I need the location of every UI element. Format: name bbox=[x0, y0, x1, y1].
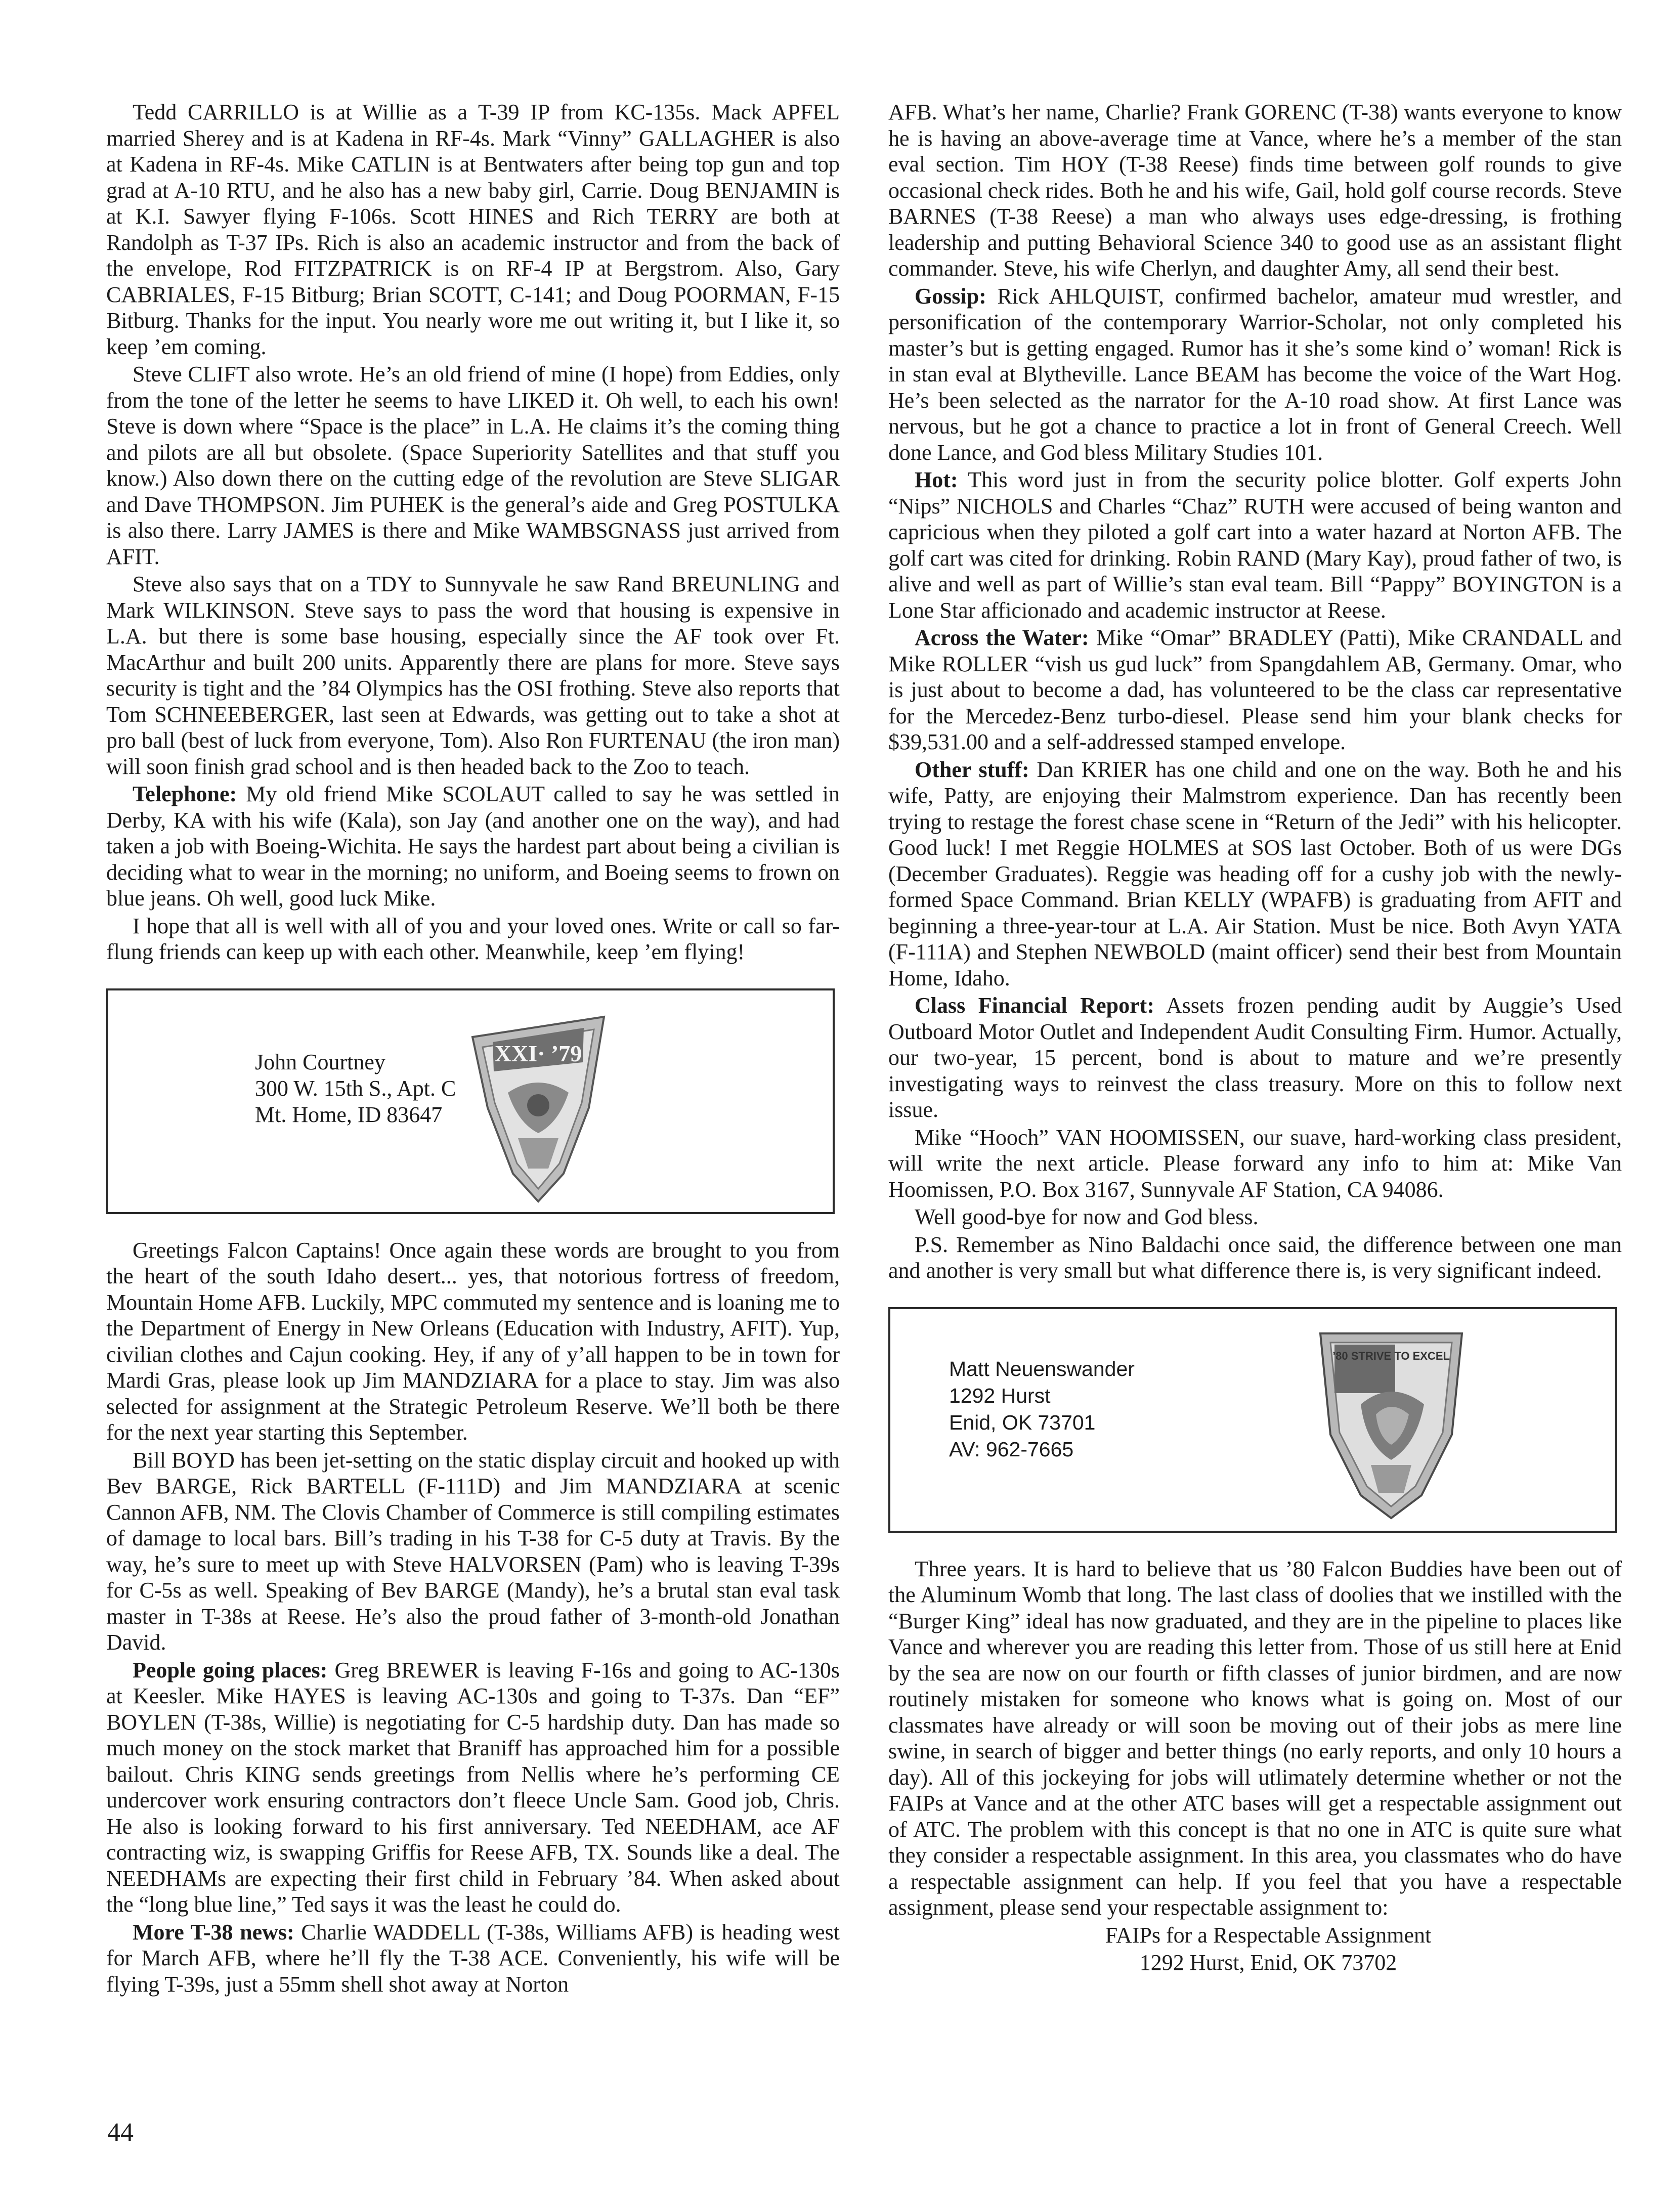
paragraph-text: Greg BREWER is leaving F-16s and going to AC-130s at Keesler. Mike HAYES is leaving AC-130s and going to T-37s. Dan “EF” BOYLEN (T-38s, Willie) is negotiating for C-5 hardship duty. Dan has made so much money on the stock market that Braniff has approached him for a possible bailout. Chris KING sends greetings from Nellis where he’s performing CE undercover work ensuring contractors don’t fleece Uncle Sam. Good job, Chris. He also is looking forward to his first anniversary. Ted NEEDHAM, ace AF contracting wiz, is swapping Griffis for Reese AFB, TX. Sounds like a deal. The NEEDHAMs are expecting their first child in February ’84. When asked about the “long blue line,” Ted says it was the least he could do. bbox=[106, 1657, 840, 1917]
left-column bbox=[106, 99, 840, 1999]
paragraph bbox=[106, 1919, 840, 1998]
paragraph: Three years. It is hard to believe that us ’80 Falcon Buddies have been out of the Aluminum Womb that long. The last class of doolies that we instilled with the “Burger King” ideal has now graduated, and they are in the pipeline to places like Vance and wherever you are reading this letter from. Those of us still here at Enid by the sea are now on our fourth or fifth classes of junior birdmen, and are now routinely mistaken for someone who knows what is going on. Most of our classmates have already or will soon be moving out of their jobs as mere line swine, in search of bigger and better things (no early reports, and only 10 hours a day). All of this jockeying for jobs will utlimately determine whether or not the FAIPs at Vance and at the other ATC bases will get a respectable assignment out of ATC. The problem with this concept is that no one in ATC is quite sure what they consider a respectable assignment. In this area, you classmates who do have a respectable assignment can help. If you feel that you have a respectable assignment, please send your respectable assignment to: bbox=[888, 1556, 1622, 1920]
street-address: 1292 Hurst bbox=[949, 1384, 1051, 1407]
closing-line: 1292 Hurst, Enid, OK 73702 bbox=[1139, 1950, 1397, 1975]
address-text bbox=[255, 1049, 456, 1128]
paragraph-text: Rick AHLQUIST, confirmed bachelor, amateur mud wrestler, and personification of the contemporary Warrior-Scholar, not only completed his master’s but is getting engaged. Rumor has it she’s some kind o’ woman! Rick is in stan eval at Blytheville. Lance BEAM has become the voice of the Wart Hog. He’s been selected as the narrator for the A-10 road show. At first Lance was nervous, but he got a chance to practice a lot in front of General Creech. Well done Lance, and God bless Military Studies 101. bbox=[888, 283, 1622, 465]
paragraph: Well good-bye for now and God bless. bbox=[915, 1204, 1259, 1229]
paragraph: Mike “Hooch” VAN HOOMISSEN, our suave, hard-working class president, will write the next article. Please forward any info to him at: Mike Van Hoomissen, P.O. Box 3167, Sunnyvale AF Station, CA 94086. bbox=[888, 1125, 1622, 1202]
paragraph bbox=[106, 1657, 840, 1918]
paragraph: Steve CLIFT also wrote. He’s an old friend of mine (I hope) from Eddies, only from the tone of the letter he seems to have LIKED it. Oh well, to each his own! Steve is down where “Space is the place” in L.A. He claims it’s the coming thing and pilots are all but obsolete. (Space Superiority Satellites and that stuff you know.) Also down there on the cutting edge of the revolution are Steve SLIGAR and Dave THOMPSON. Jim PUHEK is the general’s aide and Greg POSTULKA is also there. Larry JAMES is there and Mike WAMBSGNASS just arrived from AFIT. bbox=[106, 362, 840, 569]
page-number: 44 bbox=[107, 2118, 134, 2147]
paragraph bbox=[888, 467, 1622, 623]
address-box-neuenswander bbox=[888, 1307, 1617, 1533]
paragraph bbox=[888, 992, 1622, 1123]
right-column bbox=[888, 99, 1622, 1977]
address-text bbox=[949, 1356, 1135, 1463]
paragraph-text: This word just in from the security police blotter. Golf experts John “Nips” NICHOLS and Charles “Chaz” RUTH were accused of being wanton and capricious when they piloted a golf cart into a water hazard at Norton AFB. The golf cart was cited for drinking. Robin RAND (Mary Kay), proud father of two, is alive and well as part of Willie’s stan eval team. Bill “Pappy” BOYINGTON is a Lone Star afficionado and academic instructor at Reese. bbox=[888, 467, 1622, 623]
class-of-79-crest-icon bbox=[462, 1007, 614, 1204]
run-in-heading: People going places: bbox=[133, 1657, 328, 1682]
paragraph: Steve also says that on a TDY to Sunnyvale he saw Rand BREUNLING and Mark WILKINSON. Steve says to pass the word that housing is expensive in L.A. but there is some base housing, especially since the AF took over Ft. MacArthur and built 200 units. Apparently there are plans for more. Steve says security is tight and the ’84 Olympics has the OSI frothing. Steve also reports that Tom SCHNEEBERGER, last seen at Edwards, was getting out to take a shot at pro ball (best of luck from everyone, Tom). Also Ron FURTENAU (the iron man) will soon finish grad school and is then headed back to the Zoo to teach. bbox=[106, 572, 840, 779]
city-state-zip: Mt. Home, ID 83647 bbox=[255, 1102, 443, 1127]
address-box-courtney bbox=[106, 988, 835, 1214]
run-in-heading: Hot: bbox=[915, 467, 958, 492]
run-in-heading: More T-38 news: bbox=[133, 1919, 294, 1945]
paragraph bbox=[888, 757, 1622, 991]
crest-text: XXI· ’79 bbox=[494, 1040, 582, 1066]
paragraph bbox=[888, 283, 1622, 466]
run-in-heading: Gossip: bbox=[915, 283, 986, 309]
closing-line: FAIPs for a Respectable Assignment bbox=[1105, 1922, 1432, 1948]
paragraph: Bill BOYD has been jet-setting on the static display circuit and hooked up with Bev BARGE, Rick BARTELL (F-111D) and Jim MANDZIARA at scenic Cannon AFB, NM. The Clovis Chamber of Commerce is still compiling estimates of damage to local bars. Bill’s trading in his T-38 for C-5 duty at Travis. By the way, he’s sure to meet up with Steve HALVORSEN (Pam) who is leaving T-39s for C-5s as well. Speaking of Bev BARGE (Mandy), he’s a brutal stan eval task master in T-38s at Reese. He’s also the proud father of 3-month-old Jonathan David. bbox=[106, 1447, 840, 1655]
paragraph: I hope that all is well with all of you and your loved ones. Write or call so far-flung friends can keep up with each other. Meanwhile, keep ’em flying! bbox=[106, 913, 840, 964]
paragraph-text: Charlie WADDELL (T-38s, Williams AFB) is heading west for March AFB, where he’ll fly the T-38 ACE. Conveniently, his wife will be flying T-39s, just a 55mm shell shot away at Norton bbox=[106, 1919, 840, 1997]
paragraph: Greetings Falcon Captains! Once again these words are brought to you from the heart of the south Idaho desert... yes, that notorious fortress of freedom, Mountain Home AFB. Luckily, MPC commuted my sentence and is loaning me to the Department of Energy in New Orleans (Education with Industry, AFIT). Yup, civilian clothes and Cajun cooking. Hey, if any of y’all happen to be in town for Mardi Gras, please look up Jim MANDZIARA for a place to stay. Jim was also selected for assignment at the Strategic Petroleum Reserve. We’ll both be there for the next year starting this September. bbox=[106, 1237, 840, 1445]
correspondent-name: Matt Neuenswander bbox=[949, 1357, 1135, 1380]
paragraph-text: Mike “Omar” BRADLEY (Patti), Mike CRANDALL and Mike ROLLER “vish us gud luck” from Spangdahlem AB, Germany. Omar, who is just about to become a dad, has volunteered to be the class car representative for the Mercedez-Benz turbo-diesel. Please send him your blank checks for $39,531.00 and a self-addressed stamped envelope. bbox=[888, 625, 1622, 754]
paragraph bbox=[106, 781, 840, 912]
crest-text: ’80 STRIVE TO EXCEL bbox=[1332, 1349, 1450, 1362]
paragraph: AFB. What’s her name, Charlie? Frank GORENC (T-38) wants everyone to know he is having an above-average time at Vance, where he’s a member of the stan eval section. Tim HOY (T-38 Reese) finds time between golf rounds to give occasional check rides. Both he and his wife, Gail, hold golf course records. Steve BARNES (T-38 Reese) a man who always uses edge-dressing, is frothing leadership and putting Behavioral Science 340 to good use as an assistant flight commander. Steve, his wife Cherlyn, and daughter Amy, all send their best. bbox=[888, 100, 1622, 281]
paragraph: P.S. Remember as Nino Baldachi once said, the difference between one man and another is very small but what difference there is, is very significant indeed. bbox=[888, 1232, 1622, 1283]
paragraph: Tedd CARRILLO is at Willie as a T-39 IP from KC-135s. Mack APFEL married Sherey and is at Kadena in RF-4s. Mark “Vinny” GALLAGHER is also at Kadena in RF-4s. Mike CATLIN is at Bentwaters after being top gun and top grad at A-10 RTU, and he also has a new baby girl, Carrie. Doug BENJAMIN is at K.I. Sawyer flying F-106s. Scott HINES and Rich TERRY are both at Randolph as T-37 IPs. Rich is also an academic instructor and from the back of the envelope, Rod FITZPATRICK is on RF-4 IP at Bergstrom. Also, Gary CABRIALES, F-15 Bitburg; Brian SCOTT, C-141; and Doug POORMAN, F-15 Bitburg. Thanks for the input. You nearly wore me out writing it, but I like it, so keep ’em coming. bbox=[106, 100, 840, 359]
paragraph-text: Dan KRIER has one child and one on the way. Both he and his wife, Patty, are enjoying their Malmstrom experience. Dan has recently been trying to restage the forest chase scene in “Return of the Jedi” with his helicopter. Good luck! I met Reggie HOLMES at SOS last October. Both of us were DGs (December Graduates). Reggie was heading off for a cushy job with the newly-formed Space Command. Brian KELLY (WPAFB) is graduating from AFIT and beginning a three-year-tour at L.A. Air Station. Must be nice. Both Avyn YATA (F-111A) and Stephen NEWBOLD (maint officer) send their best from Mountain Home, Idaho. bbox=[888, 757, 1622, 990]
paragraph bbox=[888, 625, 1622, 755]
phone-number: AV: 962-7665 bbox=[949, 1437, 1074, 1461]
paragraph-text: My old friend Mike SCOLAUT called to say he was settled in Derby, KA with his wife (Kala), son Jay (and another one on the way), and had taken a job with Boeing-Wichita. He says the hardest part about being a civilian is deciding what to wear in the morning; no uniform, and Boeing seems to frown on blue jeans. Oh well, good luck Mike. bbox=[106, 782, 840, 911]
street-address: 300 W. 15th S., Apt. C bbox=[255, 1075, 456, 1101]
run-in-heading: Across the Water: bbox=[915, 625, 1089, 650]
run-in-heading: Other stuff: bbox=[915, 757, 1029, 782]
run-in-heading: Class Financial Report: bbox=[915, 993, 1154, 1018]
paragraph-text: Assets frozen pending audit by Auggie’s Used Outboard Motor Outlet and Independent Audit Consulting Firm. Humor. Actually, our two-year, 15 percent, bond is about to mature and we’re presently investigating ways to reinvest the class treasury. More on this to follow next issue. bbox=[888, 993, 1622, 1122]
run-in-heading: Telephone: bbox=[133, 782, 237, 806]
correspondent-name: John Courtney bbox=[255, 1049, 385, 1074]
city-state-zip: Enid, OK 73701 bbox=[949, 1410, 1096, 1434]
class-of-80-crest-icon bbox=[1305, 1318, 1477, 1521]
